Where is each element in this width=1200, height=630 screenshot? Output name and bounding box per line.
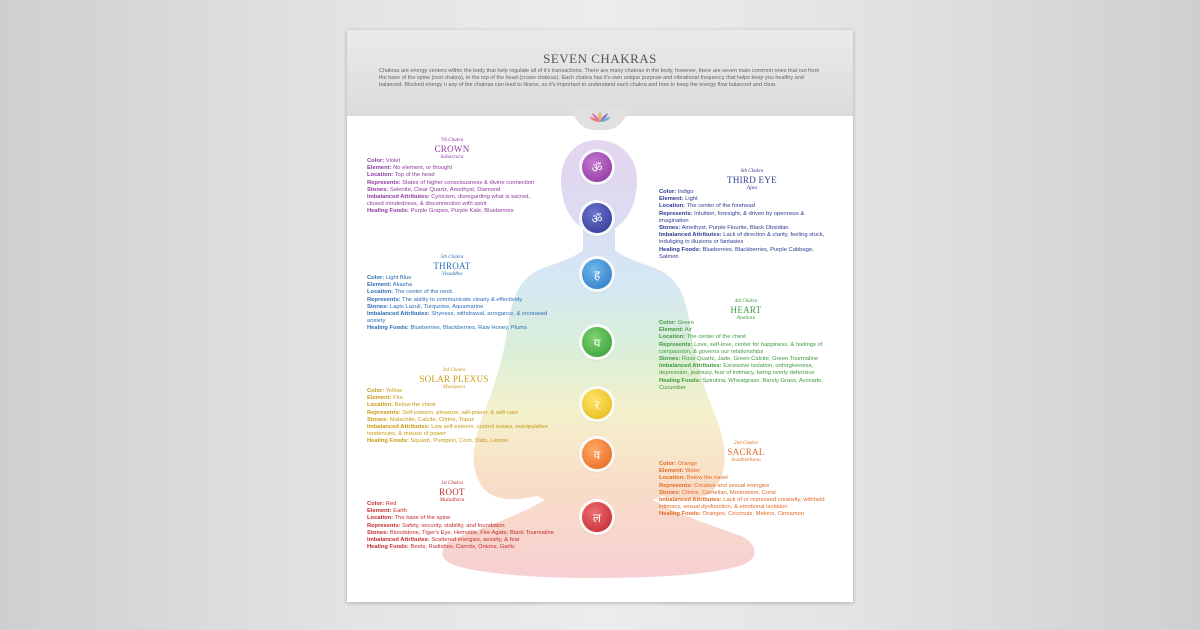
color-label: Color:	[367, 275, 385, 281]
element-label: Element:	[367, 395, 392, 402]
solar-plexus-foods: Squash, Pumpkin, Corn, Oats, Lemon	[410, 438, 509, 445]
sacral-chakra-icon: व	[582, 439, 612, 469]
foods-label: Healing Foods:	[659, 377, 701, 384]
foods-label: Healing Foods:	[659, 246, 701, 253]
foods-label: Healing Foods:	[367, 544, 409, 551]
location-label: Location:	[367, 289, 394, 296]
sacral-represents: Creative and sexual energies	[694, 482, 770, 489]
root-represents: Safety, security, stability, and foundation	[402, 522, 505, 529]
third-eye-foods: Blueberries, Blackberries, Purple Cabbage, Salmon	[659, 246, 814, 260]
solar-plexus-represents: Self-esteem, pleasure, will-power, & self-care	[402, 409, 519, 416]
location-label: Location:	[367, 402, 394, 409]
root-color: Red	[385, 501, 397, 507]
root-location: The base of the spine	[394, 515, 451, 522]
third-eye-chakra-icon: ॐ	[582, 203, 612, 233]
crown-color: Violet	[385, 158, 401, 164]
heart-number: 4th Chakra	[734, 299, 758, 304]
color-label: Color:	[659, 189, 677, 195]
throat-element: Akasha	[392, 282, 413, 289]
location-label: Location:	[659, 475, 686, 482]
root-stones: Bloodstone, Tiger's Eye, Hematite, Fire Agate, Black Tourmaline	[389, 529, 554, 536]
sacral-stones: Citrine, Carnelian, Moonstone, Coral	[681, 489, 776, 496]
crown-element: No element, or thought	[393, 165, 453, 172]
root-imbalanced: Scattered energies, anxiety, & fear	[431, 537, 520, 544]
heart-element: Air	[684, 327, 692, 334]
solar-plexus-element: Fire	[393, 395, 404, 402]
sacral-color: Orange	[677, 461, 698, 467]
stones-label: Stones:	[367, 416, 389, 423]
element-label: Element:	[367, 282, 392, 289]
stones-label: Stones:	[659, 356, 681, 363]
throat-color: Light Blue	[385, 275, 412, 281]
solar-plexus-imbalanced: Low self-esteem, control issues, manipulative tendencies, & misuse of power	[367, 424, 548, 438]
poster-title: SEVEN CHAKRAS	[543, 51, 657, 66]
crown-number: 7th Chakra	[440, 138, 464, 143]
represents-label: Represents:	[367, 409, 401, 416]
third-eye-number: 6th Chakra	[740, 169, 764, 174]
sacral-sanskrit: Svadhisthana	[731, 457, 761, 463]
heart-sanskrit: Anahata	[736, 315, 756, 321]
imbalanced-label: Imbalanced Attributes:	[367, 537, 430, 544]
heart-imbalanced: Excessive isolation, unforgiveness, depression, jealousy, fear of intimacy, being overly defensive	[659, 363, 815, 377]
foods-label: Healing Foods:	[367, 438, 409, 445]
crown-location: Top of the head	[394, 172, 435, 179]
solar-plexus-color: Yellow	[385, 388, 403, 394]
stones-label: Stones:	[367, 529, 389, 536]
heart-location: The center of the chest	[686, 334, 746, 341]
heart-stones: Rose Quartz, Jade, Green Calcite, Green Tourmaline	[681, 356, 819, 363]
heart-color: Green	[677, 320, 694, 326]
solar-plexus-location: Below the chest	[394, 402, 436, 409]
sacral-location: Below the navel	[686, 475, 728, 482]
sacral-caption	[711, 441, 781, 463]
element-label: Element:	[367, 508, 392, 515]
heart-represents: Love, self-love, center for happiness, & feelings of compassion, & governs our relationships	[659, 341, 823, 355]
represents-label: Represents:	[659, 482, 693, 489]
represents-label: Represents:	[367, 522, 401, 529]
solar-plexus-chakra-icon: र	[582, 389, 612, 419]
solar-plexus-info	[367, 388, 549, 446]
third-eye-color: Indigo	[677, 189, 694, 195]
imbalanced-label: Imbalanced Attributes:	[367, 194, 430, 201]
heart-name: HEART	[730, 305, 762, 315]
sacral-number: 2nd Chakra	[734, 441, 758, 446]
sacral-element: Water	[685, 468, 701, 475]
root-number: 1st Chakra	[440, 481, 464, 486]
crown-imbalanced: Cynicism, disregarding what is sacred, closed mindedness, & disconnection with spirit	[367, 194, 531, 208]
throat-caption	[417, 255, 487, 277]
sacral-foods: Oranges, Coconuts, Melons, Cinnamon	[702, 511, 804, 518]
imbalanced-label: Imbalanced Attributes:	[659, 363, 722, 370]
crown-info	[367, 158, 547, 216]
third-eye-represents: Intuition, foresight, & driven by openness & imagination	[659, 210, 805, 224]
heart-caption	[711, 299, 781, 321]
represents-label: Represents:	[659, 210, 693, 217]
location-label: Location:	[659, 334, 686, 341]
throat-info	[367, 275, 557, 333]
color-label: Color:	[659, 461, 677, 467]
color-label: Color:	[367, 501, 385, 507]
solar-plexus-name: SOLAR PLEXUS	[419, 374, 489, 384]
solar-plexus-sanskrit: Manipura	[443, 384, 465, 390]
crown-caption	[417, 138, 487, 160]
represents-label: Represents:	[367, 179, 401, 186]
chakra-poster	[347, 30, 853, 602]
element-label: Element:	[659, 196, 684, 203]
crown-represents: States of higher consciousness & divine connection	[402, 179, 535, 186]
root-sanskrit: Muladhara	[439, 497, 465, 503]
location-label: Location:	[367, 515, 394, 522]
crown-stones: Selenite, Clear Quartz, Amethyst, Diamond	[389, 186, 501, 193]
third-eye-caption	[717, 169, 787, 191]
sacral-info	[659, 461, 835, 519]
crown-sanskrit: Sahasrara	[440, 154, 464, 160]
throat-stones: Lapis Lazuli, Turquoise, Aquamarine	[389, 303, 484, 310]
root-info	[367, 501, 557, 551]
stones-label: Stones:	[659, 489, 681, 496]
throat-imbalanced: Shyness, withdrawal, arrogance, & increased anxiety	[367, 311, 548, 325]
third-eye-imbalanced: Lack of direction & clarity, feeling stuck, induliging in illusions or fantasies	[659, 232, 825, 246]
heart-chakra-icon: य	[582, 327, 612, 357]
throat-chakra-icon: ह	[582, 259, 612, 289]
foods-label: Healing Foods:	[367, 325, 409, 332]
stones-label: Stones:	[659, 225, 681, 232]
represents-label: Represents:	[367, 296, 401, 303]
throat-name: THROAT	[433, 261, 471, 271]
root-foods: Beets, Radishes, Carrots, Onions, Garlic	[410, 544, 515, 551]
intro-paragraph: Chakras are energy centers within the body that help regulate all of it's transactions. There are many chakras in the body, however, there are seven main common ones that run from the base of the spine (root chakra), to the top of the head (crown chakras). Each chakra has it's own unique purpose and vibrational frequency that helps keep you healthy and balanced. Blocked energy n any of the chakras can lead to illness, so it's important to understand each chakra and how to keep the energy flow balanced and clear.	[379, 68, 820, 88]
color-label: Color:	[367, 158, 385, 164]
heart-foods: Spirulina, Wheatgrass, Barely Grass, Avocado, Cucumber	[659, 377, 823, 391]
location-label: Location:	[659, 203, 686, 210]
foods-label: Healing Foods:	[367, 208, 409, 215]
sacral-name: SACRAL	[727, 447, 765, 457]
root-name: ROOT	[439, 487, 465, 497]
root-element: Earth	[393, 508, 407, 515]
solar-plexus-caption	[409, 368, 499, 390]
throat-sanskrit: Visuddha	[441, 271, 463, 277]
foods-label: Healing Foods:	[659, 511, 701, 518]
color-label: Color:	[367, 388, 385, 394]
third-eye-info	[659, 189, 827, 261]
element-label: Element:	[659, 327, 684, 334]
imbalanced-label: Imbalanced Attributes:	[367, 424, 430, 431]
third-eye-sanskrit: Ajna	[746, 185, 758, 191]
imbalanced-label: Imbalanced Attributes:	[367, 311, 430, 318]
crown-chakra-icon: ॐ	[582, 152, 612, 182]
solar-plexus-stones: Malachite, Calcite, Citrine, Topaz	[389, 416, 475, 423]
throat-location: The center of the neck	[394, 289, 453, 296]
crown-name: CROWN	[434, 144, 470, 154]
throat-foods: Blueberries, Blackberries, Raw Honey, Plums	[410, 325, 528, 332]
imbalanced-label: Imbalanced Attributes:	[659, 232, 722, 239]
location-label: Location:	[367, 172, 394, 179]
stones-label: Stones:	[367, 186, 389, 193]
throat-represents: The ability to communicate clearly & effectively	[402, 296, 523, 303]
third-eye-location: The center of the forehead	[686, 203, 755, 210]
solar-plexus-number: 3rd Chakra	[442, 368, 466, 373]
root-chakra-icon: ल	[582, 502, 612, 532]
represents-label: Represents:	[659, 341, 693, 348]
color-label: Color:	[659, 320, 677, 326]
heart-info	[659, 320, 827, 392]
crown-foods: Purple Grapes, Purple Kale, Blueberries	[410, 208, 514, 215]
third-eye-element: Light	[685, 196, 698, 203]
imbalanced-label: Imbalanced Attributes:	[659, 497, 722, 504]
root-caption	[417, 481, 487, 503]
throat-number: 5th Chakra	[440, 255, 464, 260]
sacral-imbalanced: Lack of or repressed creativity, withheld intimacy, sexual dysfunction, & emotional isolation	[659, 497, 825, 511]
stones-label: Stones:	[367, 303, 389, 310]
element-label: Element:	[367, 165, 392, 172]
element-label: Element:	[659, 468, 684, 475]
third-eye-stones: Amethyst, Purple Flourite, Black Obsidian	[681, 225, 789, 232]
third-eye-name: THIRD EYE	[727, 175, 777, 185]
